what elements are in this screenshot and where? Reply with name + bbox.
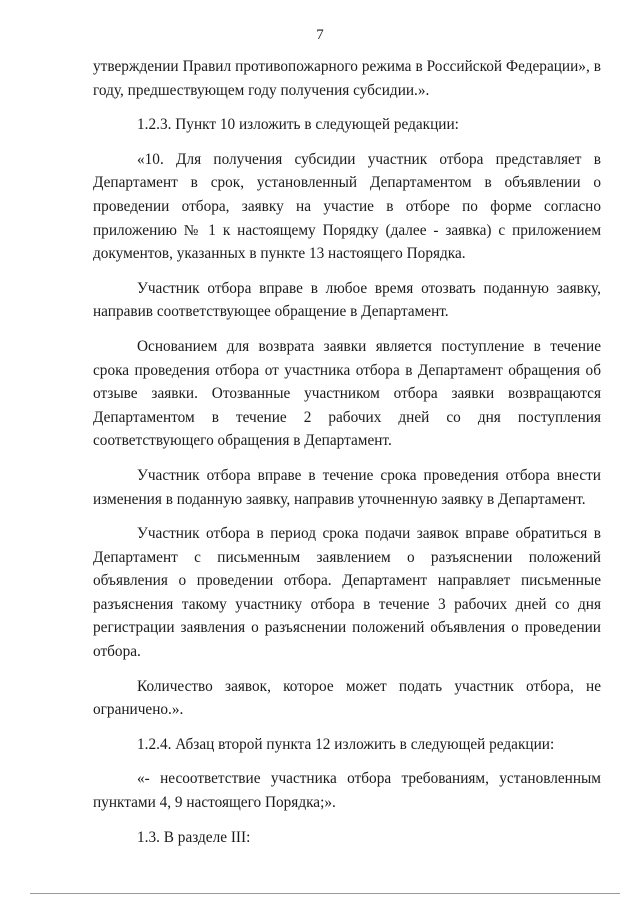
paragraph-withdraw-application: Участник отбора вправе в любое время отозвать поданную заявку, направив соответствующее обращение в Департамент. (93, 279, 601, 321)
paragraph-1-3: 1.3. В разделе III: (137, 828, 251, 846)
paragraph-item-10: «10. Для получения субсидии участник отбора представляет в Департамент в срок, установленный Департаментом в объявлении о проведении отбора, заявку на участие в отборе по форме согласно приложению № 1 к настоящему Порядку (далее - заявка) с приложением документов, указанных в пункте 13 настоящего Порядка. (93, 150, 601, 263)
paragraph-return-grounds: Основанием для возврата заявки является поступление в течение срока проведения отбора от участника отбора в Департамент обращения об отзыве заявки. Отозванные участником отбора заявки возвращаются Департаментом в течение 2 рабочих дней со дня поступления соответствующего обращения в Департамент. (93, 337, 601, 450)
paragraph-amend-application: Участник отбора вправе в течение срока проведения отбора внести изменения в поданную заявку, направив уточненную заявку в Департамент. (93, 466, 601, 508)
paragraph-continuation: утверждении Правил противопожарного режима в Российской Федерации», в году, предшествующем году получения субсидии.». (93, 58, 601, 99)
paragraph-application-count: Количество заявок, которое может подать участник отбора, не ограничено.». (93, 677, 601, 719)
paragraph-noncompliance: «- несоответствие участника отбора требованиям, установленным пунктами 4, 9 настоящего Порядка;». (93, 770, 601, 812)
paragraph-1-2-4: 1.2.4. Абзац второй пункта 12 изложить в следующей редакции: (137, 735, 555, 753)
paragraph-clarification-request: Участник отбора в период срока подачи заявок вправе обратиться в Департамент с письменным заявлением о разъяснении положений объявления о проведении отбора. Департамент направляет письменные разъяснения такому участнику отбора в течение 3 рабочих дней со дня регистрации заявления о разъяснении положений объявления о проведении отбора. (93, 525, 601, 661)
paragraph-1-2-3: 1.2.3. Пункт 10 изложить в следующей редакции: (137, 116, 459, 134)
document-body (93, 55, 601, 860)
footer-rule (30, 893, 620, 894)
page-number: 7 (316, 27, 324, 43)
